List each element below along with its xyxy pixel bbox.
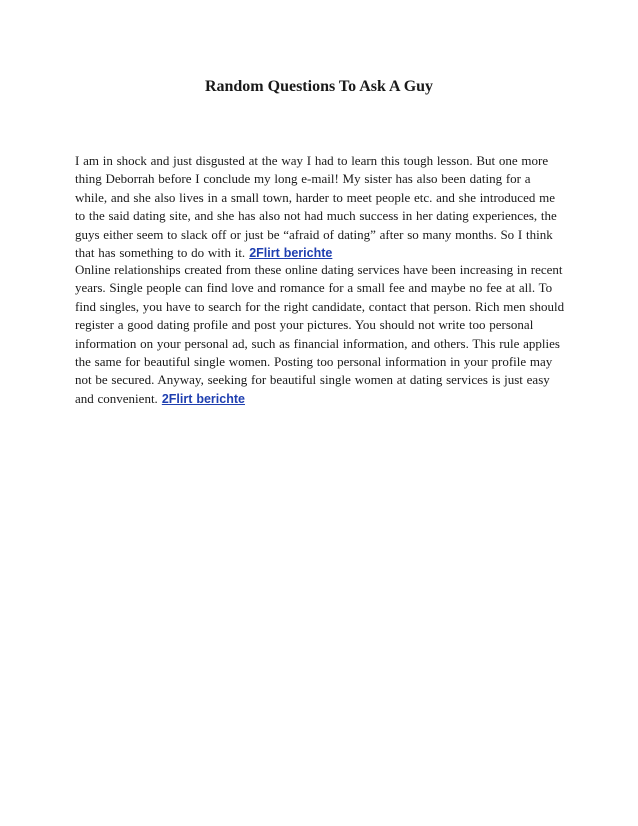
- paragraph-1-text: I am in shock and just disgusted at the way I had to learn this tough lesson. But one more thing Deborrah before I conclude my long e-mail! My sister has also been dating for a while, and she also lives in a small town, harder to meet people etc. and she introduced me to the said dating site, and she has also not had much success in her dating experiences, the guys either seem to slack off or just be “afraid of dating” after so many months. So I think that has something to do with it.: [75, 153, 557, 261]
- paragraph-1: [75, 152, 565, 262]
- paragraph-2: [75, 261, 565, 408]
- paragraph-1-link[interactable]: 2Flirt berichte: [249, 246, 333, 261]
- paragraph-2-text: Online relationships created from these online dating services have been increasing in recent years. Single people can find love and romance for a small fee and maybe no fee at all. To find singles, you have to search for the right candidate, contact that person. Rich men should register a good dating profile and post your pictures. You should not write too personal information on your personal ad, such as financial information, and others. This rule applies the same for beautiful single women. Posting too personal information in your profile may not be secured. Anyway, seeking for beautiful single women at dating services is just easy and convenient.: [75, 262, 565, 406]
- document-title: Random Questions To Ask A Guy: [204, 78, 434, 95]
- paragraph-2-link[interactable]: 2Flirt berichte: [161, 391, 245, 406]
